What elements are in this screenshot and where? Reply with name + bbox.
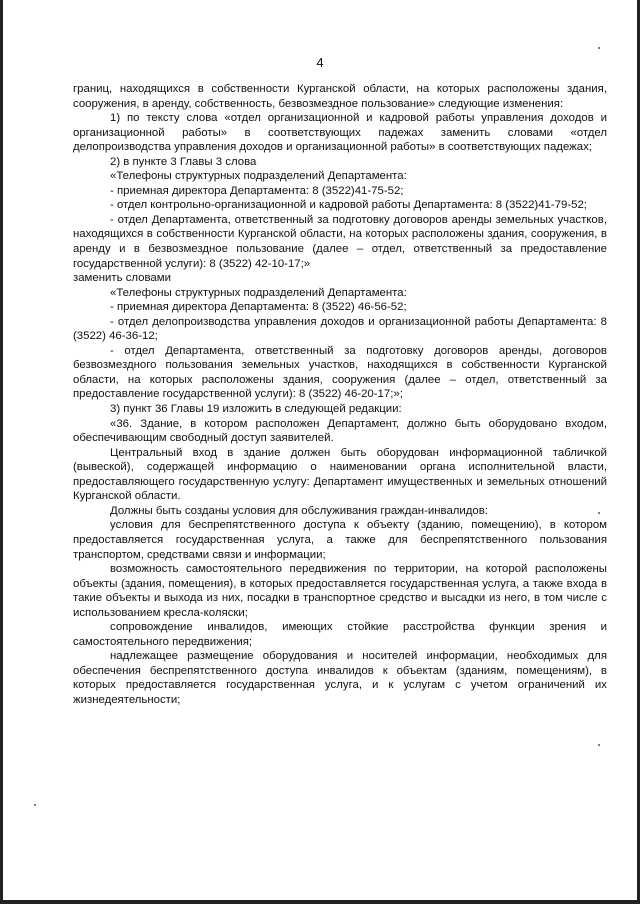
- paragraph: «Телефоны структурных подразделений Департамента:: [110, 170, 407, 183]
- paragraph: - приемная директора Департамента: 8 (3522)41-75-52;: [110, 184, 404, 197]
- paragraph: - отдел Департамента, ответственный за подготовку договоров аренды земельных участков, находящихся в собственности Курганской области, на которых расположены здания, сооружения, в аренду и в безвозмездное пользование (далее – отдел, ответственный за предоставление государственной услуги): 8 (3522) 42-10-17;»: [73, 213, 607, 270]
- paragraph: границ, находящихся в собственности Курганской области, на которых расположены здания, сооружения, в аренду, собственность, безвозмездное пользование» следующие изменения:: [73, 83, 607, 110]
- scan-speck: [598, 744, 600, 746]
- scan-speck: [34, 804, 36, 806]
- paragraph: 2) в пункте 3 Главы 3 слова: [110, 155, 257, 168]
- paragraph: 3) пункт 36 Главы 19 изложить в следующей редакции:: [110, 403, 402, 416]
- paragraph: 1) по тексту слова «отдел организационной и кадровой работы управления доходов и организационной работы» в соответствующих падежах заменить словами «отдел делопроизводства управления доходов и организационной работы» в соответствующих падежах;: [73, 112, 607, 154]
- paragraph: возможность самостоятельного передвижения по территории, на которой расположены объекты (здания, помещения), в которых предоставляется государственная услуга, а также входа в такие объекты и выхода из них, посадки в транспортное средство и высадки из него, в том числе с использованием кресла-коляски;: [73, 563, 607, 619]
- paragraph: - приемная директора Департамента: 8 (3522) 46-56-52;: [110, 301, 407, 314]
- paragraph: - отдел контрольно-организационной и кадровой работы Департамента: 8 (3522)41-79-52;: [110, 199, 587, 212]
- scan-border-bottom: [0, 900, 640, 904]
- paragraph: условия для беспрепятственного доступа к объекту (зданию, помещению), в котором предоставляется государственная услуга, а также для беспрепятственного пользования транспортом, средствами связи и информации;: [73, 519, 607, 561]
- paragraph: - отдел делопроизводства управления доходов и организационной работы Департамента: 8 (3522) 46-36-12;: [73, 315, 607, 343]
- paragraph: Центральный вход в здание должен быть оборудован информационной табличкой (вывеской), содержащей информацию о наименовании органа исполнительной власти, предоставляющего государственную услугу: Департамент имущественных и земельных отношений Курганской области.: [73, 446, 607, 503]
- page-number: 4: [316, 55, 324, 70]
- scan-speck: [598, 47, 600, 49]
- paragraph: «36. Здание, в котором расположен Департамент, должно быть оборудовано входом, обеспечивающим свободный доступ заявителей.: [73, 417, 607, 445]
- paragraph: - отдел Департамента, ответственный за подготовку договоров аренды, договоров безвозмездного пользования земельных участков, находящихся в собственности Курганской области, на которых расположены здания, сооружения (далее – отдел, ответственный за предоставление государственной услуги): 8 (3522) 46-20-17;»;: [73, 344, 607, 401]
- paragraph: Должны быть созданы условия для обслуживания граждан-инвалидов:: [110, 504, 488, 517]
- paragraph: «Телефоны структурных подразделений Департамента:: [110, 286, 407, 299]
- paragraph: сопровождение инвалидов, имеющих стойкие расстройства функции зрения и самостоятельного передвижения;: [73, 621, 607, 648]
- paragraph: заменить словами: [73, 272, 171, 285]
- document-body: [73, 82, 607, 708]
- paragraph: надлежащее размещение оборудования и носителей информации, необходимых для обеспечения беспрепятственного доступа инвалидов к объектам (зданиям, помещениям), в которых предоставляется государственная услуга, и к услугам с учетом ограничений их жизнедеятельности;: [73, 650, 607, 706]
- scan-border-left: [0, 0, 3, 904]
